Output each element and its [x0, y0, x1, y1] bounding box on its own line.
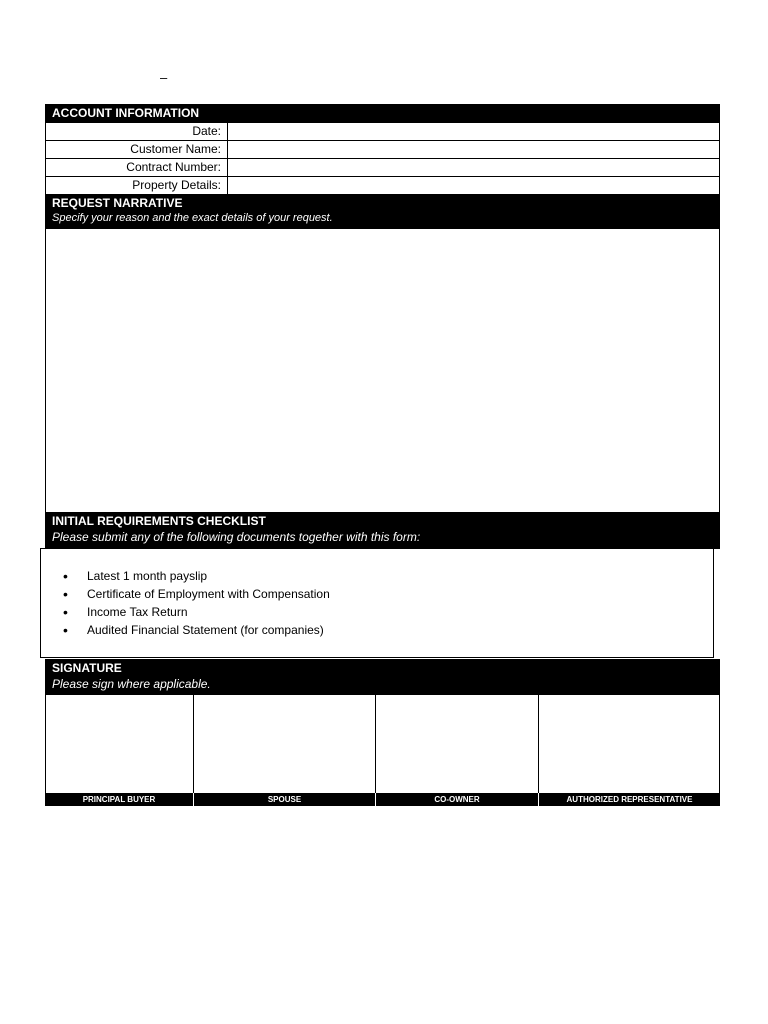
date-field[interactable] — [228, 123, 719, 140]
account-row-contract-number — [45, 159, 720, 177]
signature-header — [45, 659, 720, 695]
checklist-header — [45, 512, 720, 549]
list-item: • Latest 1 month payslip — [87, 567, 713, 585]
request-narrative-subtitle: Specify your reason and the exact details of your request. — [52, 212, 333, 224]
contract-number-label: Contract Number: — [46, 159, 228, 176]
contract-number-field[interactable] — [228, 159, 719, 176]
customer-name-field[interactable] — [228, 141, 719, 158]
request-narrative-title: REQUEST NARRATIVE — [52, 196, 183, 210]
account-info-title: ACCOUNT INFORMATION — [52, 106, 200, 120]
request-narrative-field[interactable] — [45, 228, 720, 513]
customer-name-label: Customer Name: — [46, 141, 228, 158]
checklist-box — [40, 548, 714, 658]
signature-title: SIGNATURE — [52, 661, 122, 675]
signature-label-authorized-representative: AUTHORIZED REPRESENTATIVE — [538, 793, 720, 806]
list-item: • Certificate of Employment with Compensation — [87, 585, 713, 603]
signature-subtitle: Please sign where applicable. — [52, 677, 211, 691]
header-dash: – — [160, 70, 168, 85]
signature-slot-spouse[interactable] — [193, 694, 375, 793]
signature-label-spouse: SPOUSE — [193, 793, 375, 806]
signature-slot-co-owner[interactable] — [375, 694, 538, 793]
list-item: • Income Tax Return — [87, 603, 713, 621]
checklist-title: INITIAL REQUIREMENTS CHECKLIST — [52, 514, 266, 528]
property-details-field[interactable] — [228, 177, 719, 194]
account-row-property-details — [45, 177, 720, 195]
request-narrative-header — [45, 195, 720, 229]
account-info-header — [45, 104, 720, 123]
checklist-subtitle: Please submit any of the following documents together with this form: — [52, 530, 421, 544]
signature-label-co-owner: CO-OWNER — [375, 793, 538, 806]
signature-label-principal-buyer: PRINCIPAL BUYER — [45, 793, 193, 806]
date-label: Date: — [46, 123, 228, 140]
property-details-label: Property Details: — [46, 177, 228, 194]
account-row-date — [45, 123, 720, 141]
list-item: • Audited Financial Statement (for companies) — [87, 621, 713, 639]
signature-slot-principal-buyer[interactable] — [45, 694, 193, 793]
account-row-customer-name — [45, 141, 720, 159]
checklist-list — [41, 567, 713, 639]
signature-slot-authorized-representative[interactable] — [538, 694, 720, 793]
